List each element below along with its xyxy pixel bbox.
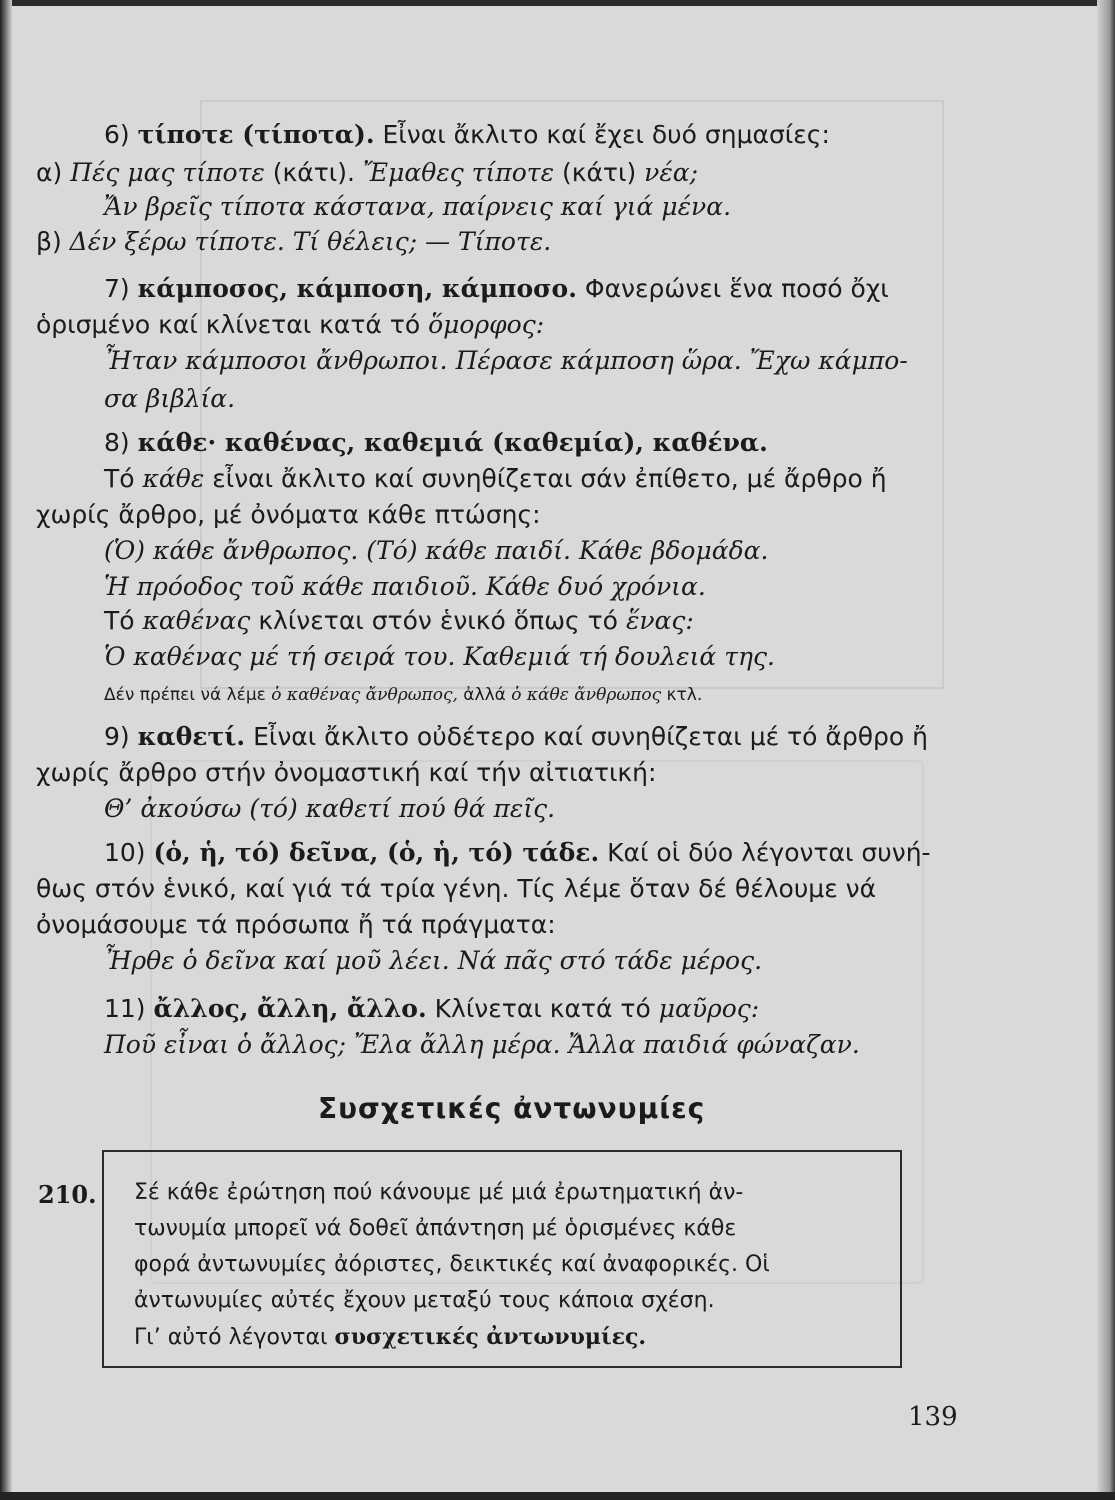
item-10-desc3: ὀνομάσουμε τά πρόσωπα ἤ τά πράγματα: bbox=[36, 910, 556, 939]
item-description: Εἶναι ἄκλιτο καί ἔχει δυό σημασίες: bbox=[382, 120, 830, 149]
item-11-example-1: Ποῦ εἶναι ὁ ἄλλος; Ἔλα ἄλλη μέρα. Ἄλλα παιδιά φώναζαν. bbox=[104, 1030, 860, 1059]
item-headword: κάθε· καθένας, καθεμιά (καθεμία), καθένα. bbox=[137, 428, 768, 457]
item-9-line: 9) καθετί. Εἶναι ἄκλιτο οὐδέτερο καί συνηθίζεται μέ τό ἄρθρο ἤ bbox=[104, 722, 928, 751]
item-6-example-b: β) Δέν ξέρω τίποτε. Τί θέλεις; — Τίποτε. bbox=[36, 227, 552, 256]
item-8-example-3: Ὁ καθένας μέ τή σειρά του. Καθεμιά τή δουλειά της. bbox=[104, 642, 775, 671]
page-number: 139 bbox=[908, 1402, 958, 1432]
item-8-desc2: χωρίς ἄρθρο, μέ ὀνόματα κάθε πτώσης: bbox=[36, 500, 541, 529]
item-8-desc3: Τό καθένας κλίνεται στόν ἑνικό ὅπως τό ἕνας: bbox=[104, 606, 694, 635]
item-7-line: 7) κάμποσος, κάμποση, κάμποσο. Φανερώνει ἕνα ποσό ὄχι bbox=[104, 274, 889, 303]
item-8-desc1: Τό κάθε εἶναι ἄκλιτο καί συνηθίζεται σάν ἐπίθετο, μέ ἄρθρο ἤ bbox=[104, 464, 887, 493]
item-headword: καθετί. bbox=[137, 722, 246, 751]
rule-term: συσχετικές ἀντωνυμίες. bbox=[334, 1324, 647, 1350]
item-6-line bbox=[104, 118, 830, 152]
item-8-note: Δέν πρέπει νά λέμε ὁ καθένας ἄνθρωπος, ἀλλά ὁ κάθε ἄνθρωπος κτλ. bbox=[104, 685, 703, 705]
item-headword: τίποτε (τίποτα). bbox=[137, 120, 375, 149]
page-edge-right bbox=[1097, 0, 1115, 1500]
item-8-line: 8) κάθε· καθένας, καθεμιά (καθεμία), καθένα. bbox=[104, 428, 768, 457]
item-headword: κάμποσος, κάμποση, κάμποσο. bbox=[137, 274, 577, 303]
rule-line-4: ἀντωνυμίες αὐτές ἔχουν μεταξύ τους κάποια σχέση. bbox=[134, 1288, 715, 1313]
item-7-example-1: Ἦταν κάμποσοι ἄνθρωποι. Πέρασε κάμποση ὥρα. Ἔχω κάμπο- bbox=[104, 346, 908, 375]
rule-line-1: Σέ κάθε ἐρώτηση πού κάνουμε μέ μιά ἐρωτηματική ἀν- bbox=[134, 1180, 744, 1205]
item-9-desc2: χωρίς ἄρθρο στήν ὀνομαστική καί τήν αἰτιατική: bbox=[36, 758, 657, 787]
rule-line-2: τωνυμία μπορεῖ νά δοθεῖ ἀπάντηση μέ ὁρισμένες κάθε bbox=[134, 1216, 737, 1241]
item-11-line: 11) ἄλλος, ἄλλη, ἄλλο. Κλίνεται κατά τό μαῦρος: bbox=[104, 994, 760, 1023]
item-6-example-a: α) Πές μας τίποτε (κάτι). Ἔμαθες τίποτε (κάτι) νέα; bbox=[36, 158, 699, 187]
item-headword: (ὁ, ἡ, τό) δεῖνα, (ὁ, ἡ, τό) τάδε. bbox=[153, 838, 600, 867]
item-9-example-1: Θ’ ἀκούσω (τό) καθετί πού θά πεῖς. bbox=[104, 794, 556, 823]
item-number: 6) bbox=[104, 120, 130, 149]
item-7-example-2: σα βιβλία. bbox=[104, 384, 236, 413]
item-10-line: 10) (ὁ, ἡ, τό) δεῖνα, (ὁ, ἡ, τό) τάδε. Καί οἱ δύο λέγονται συνή- bbox=[104, 838, 931, 867]
page-edge-top bbox=[0, 0, 1115, 6]
item-headword: ἄλλος, ἄλλη, ἄλλο. bbox=[153, 994, 427, 1023]
page-edge-bottom bbox=[0, 1492, 1115, 1500]
rule-line-5: Γι’ αὐτό λέγονται συσχετικές ἀντωνυμίες. bbox=[134, 1324, 647, 1350]
rule-line-3: φορά ἀντωνυμίες ἀόριστες, δεικτικές καί ἀναφορικές. Οἱ bbox=[134, 1252, 770, 1277]
item-7-desc2: ὁρισμένο καί κλίνεται κατά τό ὅμορφος: bbox=[36, 310, 545, 339]
page-edge-left bbox=[0, 0, 12, 1500]
item-10-desc2: θως στόν ἑνικό, καί γιά τά τρία γένη. Τίς λέμε ὅταν δέ θέλουμε νά bbox=[36, 874, 877, 903]
item-8-example-2: Ἡ πρόοδος τοῦ κάθε παιδιοῦ. Κάθε δυό χρόνια. bbox=[104, 572, 706, 601]
item-8-example-1: (Ὁ) κάθε ἄνθρωπος. (Τό) κάθε παιδί. Κάθε βδομάδα. bbox=[104, 536, 769, 565]
rule-number: 210. bbox=[38, 1180, 97, 1209]
item-10-example-1: Ἦρθε ὁ δεῖνα καί μοῦ λέει. Νά πᾶς στό τάδε μέρος. bbox=[104, 946, 763, 975]
item-6-example-a2: Ἄν βρεῖς τίποτα κάστανα, παίρνεις καί γιά μένα. bbox=[104, 192, 732, 221]
section-heading: Συσχετικές ἀντωνυμίες bbox=[318, 1092, 706, 1125]
